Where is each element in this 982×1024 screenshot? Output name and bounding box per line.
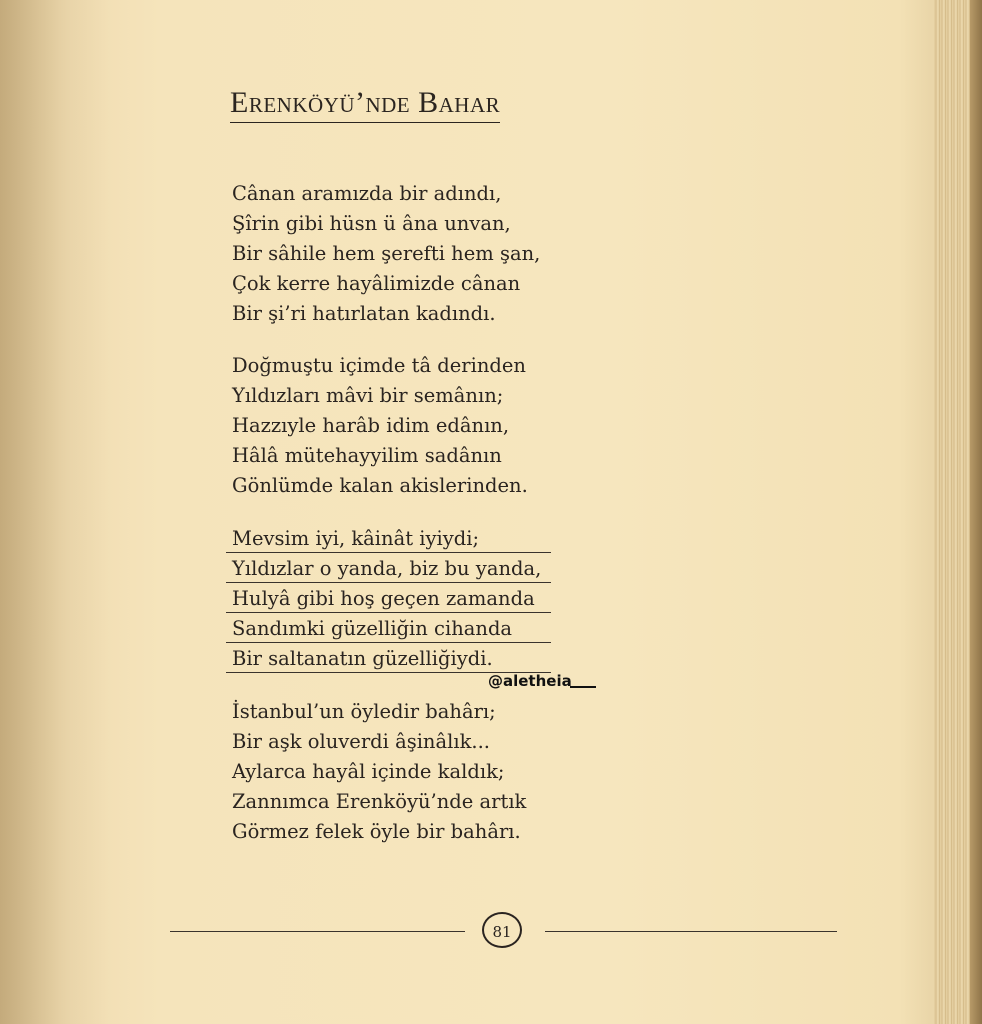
poem-line-underlined: Sandımki güzelliğin cihanda [232, 614, 541, 644]
poem-line: Hâlâ mütehayyilim sadânın [232, 444, 502, 467]
stanza-1 [232, 179, 540, 329]
stanza-4 [232, 697, 526, 847]
poem-line: Bir sâhile hem şerefti hem şan, [232, 242, 541, 265]
poem-line: Doğmuştu içimde tâ derinden [232, 354, 526, 377]
poem-line: Zannımca Erenköyü’nde artık [232, 790, 527, 813]
poem-line: Bir şi’ri hatırlatan kadındı. [232, 302, 496, 325]
instagram-handle: @aletheia [488, 672, 572, 690]
poem-line: Gönlümde kalan akislerinden. [232, 474, 528, 497]
page-edges [934, 0, 982, 1024]
poem-line: Yıldızları mâvi bir semânın; [232, 384, 504, 407]
footer-rule-left [170, 931, 465, 932]
poem-line-underlined: Bir saltanatın güzelliğiydi. [232, 644, 541, 674]
footer-rule-right [545, 931, 837, 932]
poem-line-underlined: Yıldızlar o yanda, biz bu yanda, [232, 554, 541, 584]
poem-line: Cânan aramızda bir adındı, [232, 182, 502, 205]
poem-line: İstanbul’un öyledir bahârı; [232, 700, 496, 723]
poem-line: Görmez felek öyle bir bahârı. [232, 820, 521, 843]
poem-line-underlined: Mevsim iyi, kâinât iyiydi; [232, 524, 541, 554]
poem-line: Bir aşk oluverdi âşinâlık... [232, 730, 491, 753]
poem-line: Hazzıyle harâb idim edânın, [232, 414, 510, 437]
poem-line-underlined: Hulyâ gibi hoş geçen zamanda [232, 584, 541, 614]
poem-title: Erenköyü’nde Bahar [230, 86, 500, 123]
poem-line: Aylarca hayâl içinde kaldık; [232, 760, 505, 783]
poem-line: Çok kerre hayâlimizde cânan [232, 272, 521, 295]
stanza-2 [232, 351, 528, 501]
page-number: 81 [482, 912, 522, 948]
poem-line: Şîrin gibi hüsn ü âna unvan, [232, 212, 511, 235]
book-gutter-shadow [0, 0, 110, 1024]
stanza-3 [232, 524, 541, 674]
